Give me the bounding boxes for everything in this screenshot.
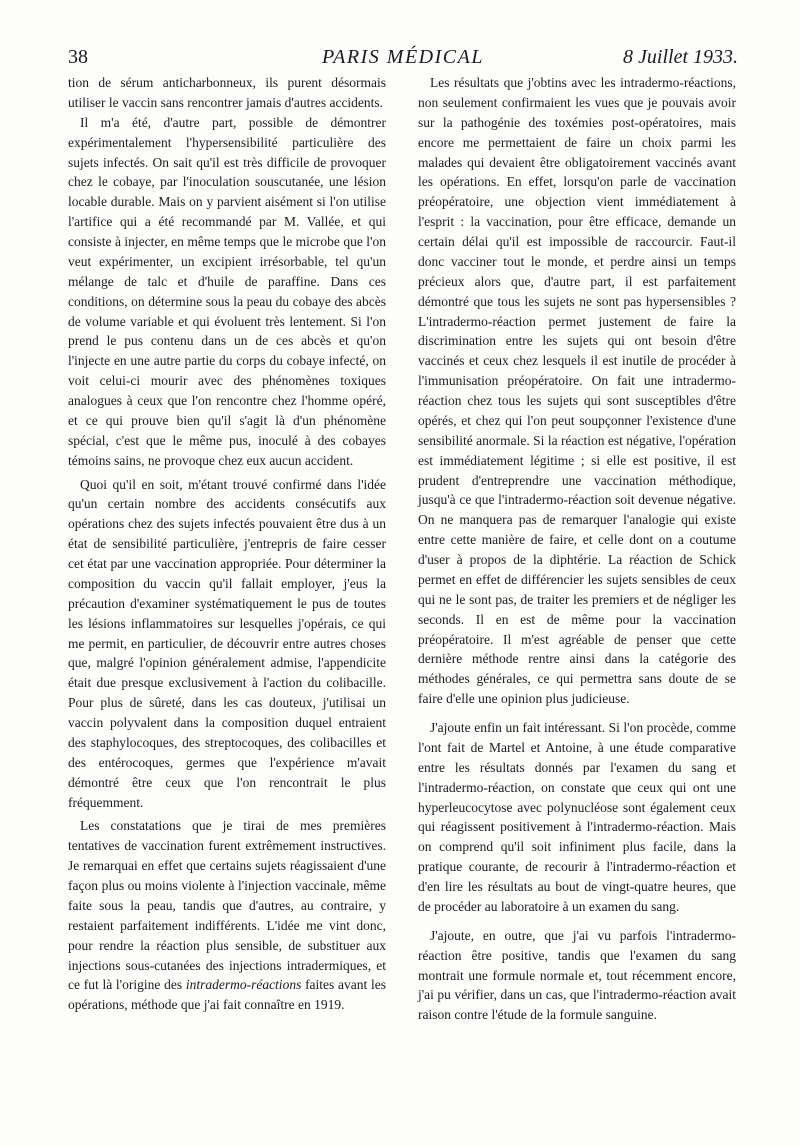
- paragraph: Quoi qu'il en soit, m'étant trouvé confirmé dans l'idée qu'un certain nombre des accidents consécutifs aux opérations chez des sujets infectés pouvaient être dus à un état de sensibilité particulière, j'entrepris de faire cesser cet état par une vaccination appropriée. Pour déterminer la composition du vaccin qu'il fallait employer, j'eus la précaution d'examiner systématiquement le pus de toutes les lésions inflammatoires sur lesquelles j'opérais, ce qui me permit, en particulier, de découvrir entre autres choses que, malgré l'opinion généralement admise, l'appendicite était due presque exclusivement à l'action du colibacille. Pour plus de sûreté, dans les cas douteux, j'utilisai un vaccin polyvalent dans la composition duquel entraient des staphylocoques, des streptocoques, des colibacilles et des entérocoques, germes que l'expérience m'avait démontré être ceux que l'on rencontrait le plus fréquemment.: [68, 476, 386, 810]
- paragraph-text: faites avant les opérations, méthode que j'ai fait connaître en 1919.: [68, 977, 387, 1013]
- paragraph: Les résultats que j'obtins avec les intradermo-réactions, non seulement confirmaient les vues que je pouvais avoir sur la pathogénie des toxémies post-opératoires, mais encore me permettaient de faire un choix parmi les malades qui devaient être obligatoirement vaccinés avant les opérations. En effet, lorsqu'on parle de vaccination préopératoire, une objection vient immédiatement à l'esprit : la vaccination, pour être efficace, demande un certain délai qu'il est impossible de raccourcir. Faut-il donc vacciner tout le monde, et perdre ainsi un temps précieux alors que, d'autre part, il est parfaitement démontré que tous les sujets ne sont pas hypersensibles ? L'intradermo-réaction permet justement de faire la discrimination entre les sujets qui ont besoin d'être vaccinés et ceux chez lesquels il est inutile de procéder à l'immunisation préopératoire. On fait une intradermo-réaction chez tous les sujets qui sont susceptibles d'être opérés, et chez qui l'on peut soupçonner l'existence d'une sensibilité anormale. Si la réaction est négative, l'opération est immédiatement légitime ; si elle est positive, il est prudent d'entreprendre une vaccination méthodique, jusqu'à ce que l'intradermo-réaction soit devenue négative. On ne manquera pas de remarquer l'analogie qui existe entre cette manière de faire, et celle dont on a coutume d'user à propos de la diphtérie. La réaction de Schick permet en effet de différencier les sujets sensibles de ceux qui ne le sont pas, de traiter les premiers et de négliger les seconds. Il en est de même pour la vaccination préopératoire. Il m'est agréable de penser que cette dernière méthode rentre ainsi dans la catégorie des méthodes générales, ce qui permettra sans doute de se faire d'elle une opinion plus judicieuse.: [418, 75, 736, 707]
- italic-term: intradermo-réactions: [185, 977, 302, 993]
- journal-title: PARIS MÉDICAL: [322, 46, 484, 68]
- paragraph: Il m'a été, d'autre part, possible de démontrer expérimentalement l'hypersensibilité particulière des sujets infectés. On sait qu'il est très difficile de provoquer chez le cobaye, par l'inoculation souscutanée, une lésion locable durable. Mais on y parvient aisément si l'on utilise l'artifice qui a été recommandé par M. Vallée, et qui consiste à injecter, en même temps que le microbe que l'on veut expérimenter, un excipient irrésorbable, tel qu'un mélange de talc et d'huile de paraffine. Dans ces conditions, on détermine sous la peau du cobaye des abcès de volume variable et qui évoluent très lentement. Si l'on prend le pus contenu dans un de ces abcès et qu'on l'injecte en une autre partie du corps du cobaye infecté, on voit celui-ci mourir avec des phénomènes toxiques analogues à ceux que l'on rencontre chez l'homme opéré, et ce qui prouve bien qu'il s'agit là d'un phénomène spécial, c'est que le même pus, inoculé à des cobayes témoins sains, ne provoque chez eux aucun accident.: [68, 114, 386, 468]
- page-header: [68, 42, 738, 72]
- right-column: [418, 73, 736, 1025]
- paragraph-text: Les constatations que je tirai de mes premières tentatives de vaccination furent extrêmement instructives. Je remarquai en effet que certains sujets réagissaient d'une façon plus ou moins violente à l'injection vaccinale, même faite sous la peau, tandis que d'autres, au contraire, y restaient parfaitement indifférents. L'idée me vint donc, pour rendre la réaction plus sensible, de substituer aux injections sous-cutanées des injections intradermiques, et ce fut là l'origine des: [68, 818, 386, 993]
- paragraph: J'ajoute enfin un fait intéressant. Si l'on procède, comme l'ont fait de Martel et Antoine, à une étude comparative entre les résultats donnés par l'examen du sang et l'intradermo-réaction, on constate que ceux qui ont une hyperleucocytose avec polynucléose sont également ceux qui réagissent positivement à l'intradermo-réaction. Mais on comprend qu'il soit infiniment plus facile, dans la pratique courante, de recourir à l'intradermo-réaction et d'en lire les résultats au bout de vingt-quatre heures, que de procéder au laboratoire à un examen du sang.: [418, 720, 736, 914]
- paragraph: [68, 816, 386, 1015]
- paragraph: tion de sérum anticharbonneux, ils purent désormais utiliser le vaccin sans rencontrer jamais d'autres accidents.: [68, 75, 386, 110]
- page-number: 38: [68, 46, 88, 68]
- left-column: [68, 73, 386, 1015]
- issue-date: 8 Juillet 1933.: [623, 46, 738, 68]
- paragraph: J'ajoute, en outre, que j'ai vu parfois l'intradermo-réaction être positive, tandis que l'examen du sang montrait une formule normale et, tout récemment encore, j'ai pu vérifier, dans un cas, que l'intradermo-réaction avait raison contre l'étude de la formule sanguine.: [418, 927, 736, 1023]
